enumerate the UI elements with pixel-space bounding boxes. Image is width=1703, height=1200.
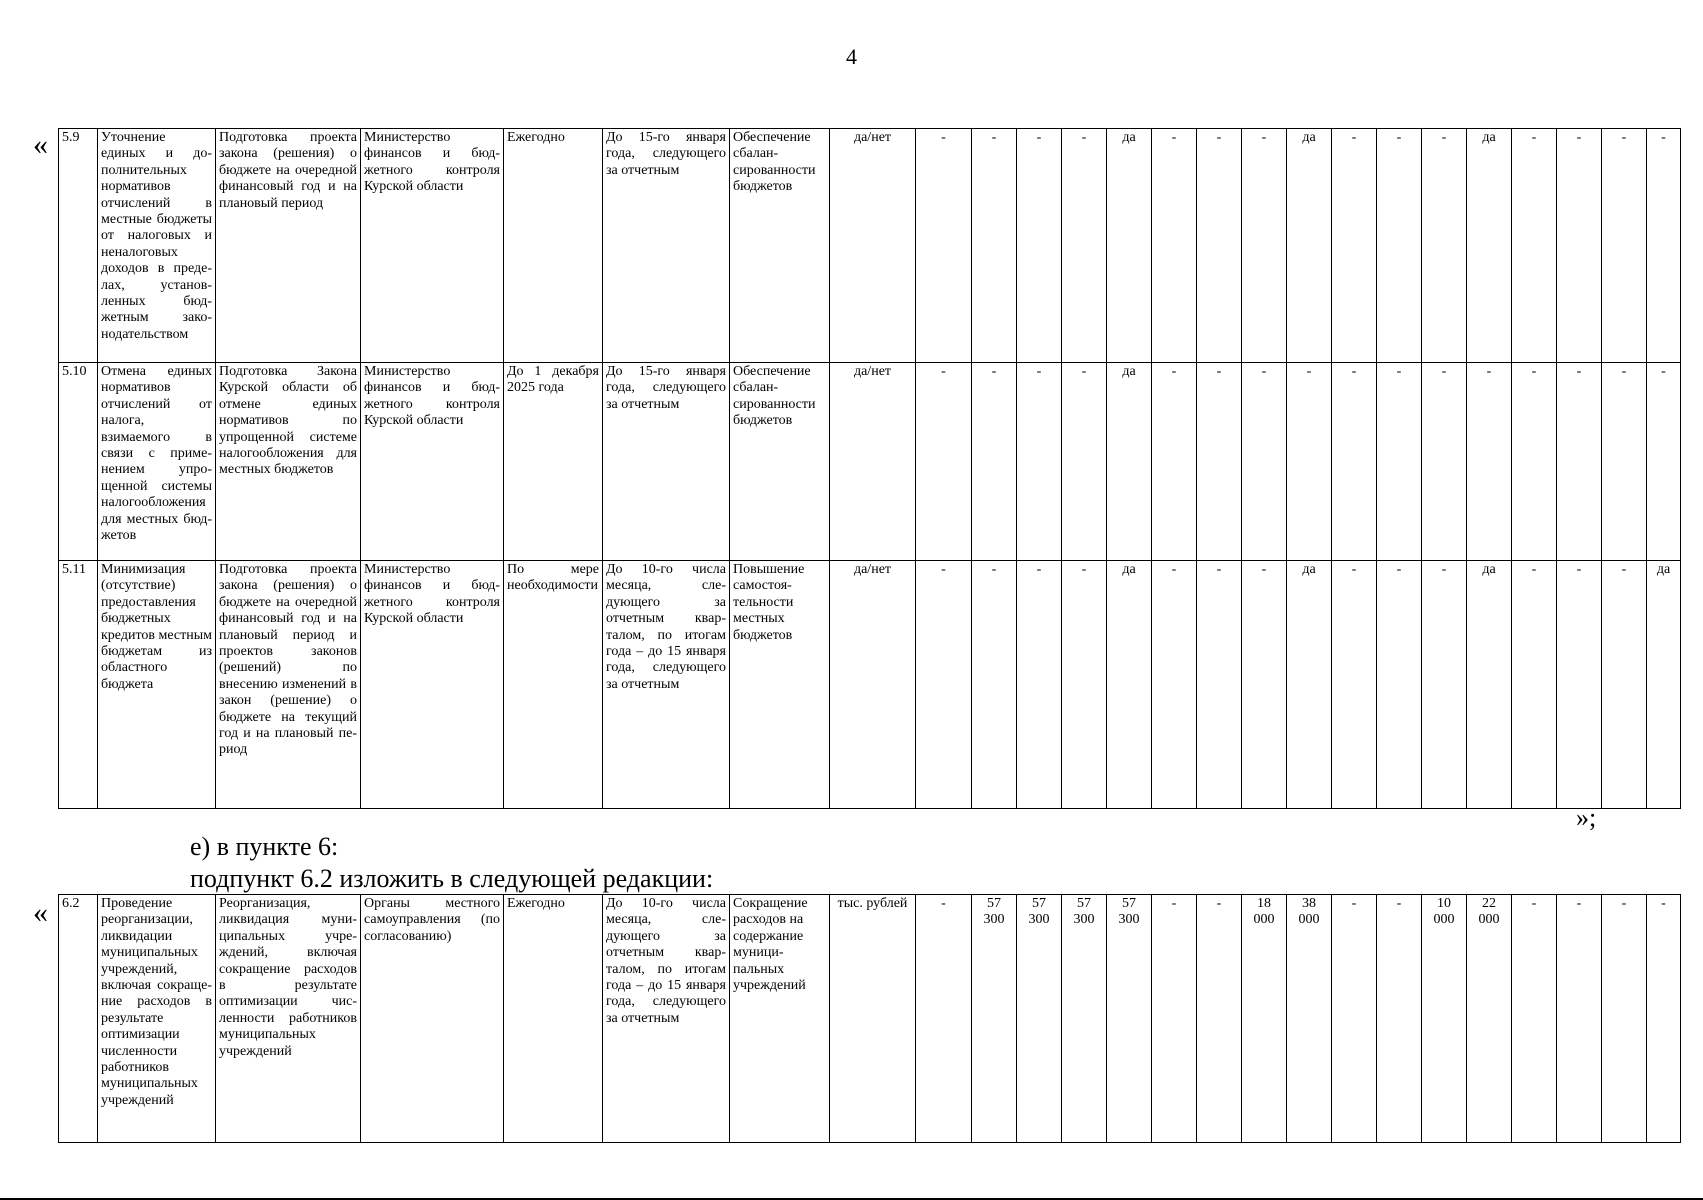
measure-name: Уточнение единых и дополнительных нормативов отчислений в местные бюджеты от налоговых и неналоговых доходов в пределах, установленных бюджетным законодательством [98, 129, 216, 363]
indicator-value: 18 000 [1242, 895, 1287, 1143]
measure-deadline: До 15-го января года, следующего за отчетным [603, 129, 730, 363]
indicator-value: - [1017, 129, 1062, 363]
close-quote: »; [1576, 803, 1597, 832]
indicator-value: - [1512, 363, 1557, 561]
indicator-value: - [1422, 363, 1467, 561]
indicator-value: - [1557, 561, 1602, 809]
indicator-value: - [1332, 129, 1377, 363]
measure-result: Сокращение расходов на содержание муниципальных учреждений [730, 895, 830, 1143]
indicator-value: - [972, 561, 1017, 809]
measure-deadline: До 10-го числа месяца, следующего за отчетным кварталом, по итогам года – до 15 января года, следующего за отчетным [603, 561, 730, 809]
indicator-value: - [916, 129, 972, 363]
indicator-value: - [972, 129, 1017, 363]
indicator-value: - [1422, 561, 1467, 809]
row-number: 5.11 [59, 561, 98, 809]
indicator-value: - [916, 895, 972, 1143]
indicator-value: - [1647, 363, 1681, 561]
indicator-value: да [1287, 561, 1332, 809]
indicator-value: - [1377, 561, 1422, 809]
indicator-value: - [1242, 561, 1287, 809]
indicator-value: - [1422, 129, 1467, 363]
subsection-heading: подпункт 6.2 изложить в следующей редакции: [190, 864, 714, 893]
indicator-value: - [1062, 129, 1107, 363]
measure-period: До 1 декабря 2025 года [504, 363, 603, 561]
indicator-value: - [1512, 129, 1557, 363]
indicator-value: - [1332, 363, 1377, 561]
indicator-value: - [1557, 129, 1602, 363]
indicator-value: 38 000 [1287, 895, 1332, 1143]
measure-deadline: До 15-го января года, следующего за отчетным [603, 363, 730, 561]
measure-name: Минимизация (отсутствие) предоставления бюджетных кредитов местным бюджетам из областного бюджета [98, 561, 216, 809]
measure-executor: Министерство финансов и бюджетного контроля Курской области [361, 561, 504, 809]
row-number: 5.9 [59, 129, 98, 363]
page-number: 4 [846, 44, 857, 69]
indicator-value: 57 300 [1017, 895, 1062, 1143]
measure-result: Повышение самостоятельности местных бюджетов [730, 561, 830, 809]
indicator-value: - [1512, 895, 1557, 1143]
indicator-value: - [1377, 129, 1422, 363]
indicator-value: 10 000 [1422, 895, 1467, 1143]
measure-name: Отмена единых нормативов отчислений от налога, взимаемого в связи с применением упрощенной системы налогообложения для местных бюджетов [98, 363, 216, 561]
measure-executor: Министерство финансов и бюджетного контроля Курской области [361, 363, 504, 561]
measure-unit: да/нет [830, 129, 916, 363]
indicator-value: - [1377, 895, 1422, 1143]
indicator-value: да [1107, 363, 1152, 561]
measure-executor: Министерство финансов и бюджетного контроля Курской области [361, 129, 504, 363]
open-quote-2: « [33, 896, 48, 929]
indicator-value: - [1557, 895, 1602, 1143]
measure-action: Подготовка проекта закона (решения) о бюджете на очередной финансовый год и на плановый период [216, 129, 361, 363]
indicator-value: - [1602, 895, 1647, 1143]
indicator-value: - [1602, 129, 1647, 363]
measure-period: Ежегодно [504, 129, 603, 363]
indicator-value: - [1377, 363, 1422, 561]
indicator-value: - [1017, 561, 1062, 809]
measure-unit: да/нет [830, 363, 916, 561]
indicator-value: - [1197, 561, 1242, 809]
indicator-value: 57 300 [1062, 895, 1107, 1143]
indicator-value: - [1512, 561, 1557, 809]
indicator-value: да [1287, 129, 1332, 363]
section-heading: е) в пункте 6: [190, 832, 339, 861]
indicator-value: - [1647, 895, 1681, 1143]
measures-table-6 [58, 894, 1681, 1143]
measure-result: Обеспечение сбалансированности бюджетов [730, 363, 830, 561]
indicator-value: - [1017, 363, 1062, 561]
row-number: 6.2 [59, 895, 98, 1143]
indicator-value: - [1197, 129, 1242, 363]
indicator-value: 57 300 [1107, 895, 1152, 1143]
indicator-value: - [1152, 561, 1197, 809]
indicator-value: - [1467, 363, 1512, 561]
table-row [59, 363, 1681, 561]
measure-period: По мере необходимости [504, 561, 603, 809]
measure-action: Реорганизация, ликвидация муниципальных учреждений, включая сокращение расходов в результате оптимизации численности работников муниципальных учреждений [216, 895, 361, 1143]
indicator-value: - [916, 363, 972, 561]
measure-deadline: До 10-го числа месяца, следующего за отчетным кварталом, по итогам года – до 15 января года, следующего за отчетным [603, 895, 730, 1143]
indicator-value: - [1152, 895, 1197, 1143]
measures-table-5 [58, 128, 1681, 809]
indicator-value: да [1467, 561, 1512, 809]
indicator-value: - [1647, 129, 1681, 363]
indicator-value: - [1242, 363, 1287, 561]
indicator-value: да [1647, 561, 1681, 809]
table-row [59, 895, 1681, 1143]
indicator-value: да [1467, 129, 1512, 363]
row-number: 5.10 [59, 363, 98, 561]
indicator-value: - [1602, 363, 1647, 561]
open-quote-1: « [33, 128, 48, 161]
indicator-value: - [1197, 895, 1242, 1143]
table-row [59, 129, 1681, 363]
indicator-value: 57 300 [972, 895, 1017, 1143]
indicator-value: - [972, 363, 1017, 561]
measure-executor: Органы местного самоуправления (по согласованию) [361, 895, 504, 1143]
measure-action: Подготовка Закона Курской области об отмене единых нормативов по упрощенной системе налогообложения для местных бюджетов [216, 363, 361, 561]
table-row [59, 561, 1681, 809]
measure-period: Ежегодно [504, 895, 603, 1143]
measure-unit: тыс. рублей [830, 895, 916, 1143]
indicator-value: да [1107, 561, 1152, 809]
measure-action: Подготовка проекта закона (решения) о бюджете на очередной финансовый год и на плановый период и проектов законов (решений) по внесению изменений в закон (решение) о бюджете на текущий год и на плановый период [216, 561, 361, 809]
measure-name: Проведение реорганизации, ликвидации муниципальных учреждений, включая сокращение расходов в результате оптимизации численности работников муниципальных учреждений [98, 895, 216, 1143]
indicator-value: - [1197, 363, 1242, 561]
indicator-value: - [1152, 363, 1197, 561]
indicator-value: - [1332, 561, 1377, 809]
indicator-value: - [1287, 363, 1332, 561]
indicator-value: - [1062, 561, 1107, 809]
indicator-value: - [1602, 561, 1647, 809]
indicator-value: - [1557, 363, 1602, 561]
indicator-value: да [1107, 129, 1152, 363]
indicator-value: - [916, 561, 972, 809]
indicator-value: - [1332, 895, 1377, 1143]
measure-unit: да/нет [830, 561, 916, 809]
indicator-value: - [1152, 129, 1197, 363]
indicator-value: - [1062, 363, 1107, 561]
indicator-value: - [1242, 129, 1287, 363]
measure-result: Обеспечение сбалансированности бюджетов [730, 129, 830, 363]
indicator-value: 22 000 [1467, 895, 1512, 1143]
